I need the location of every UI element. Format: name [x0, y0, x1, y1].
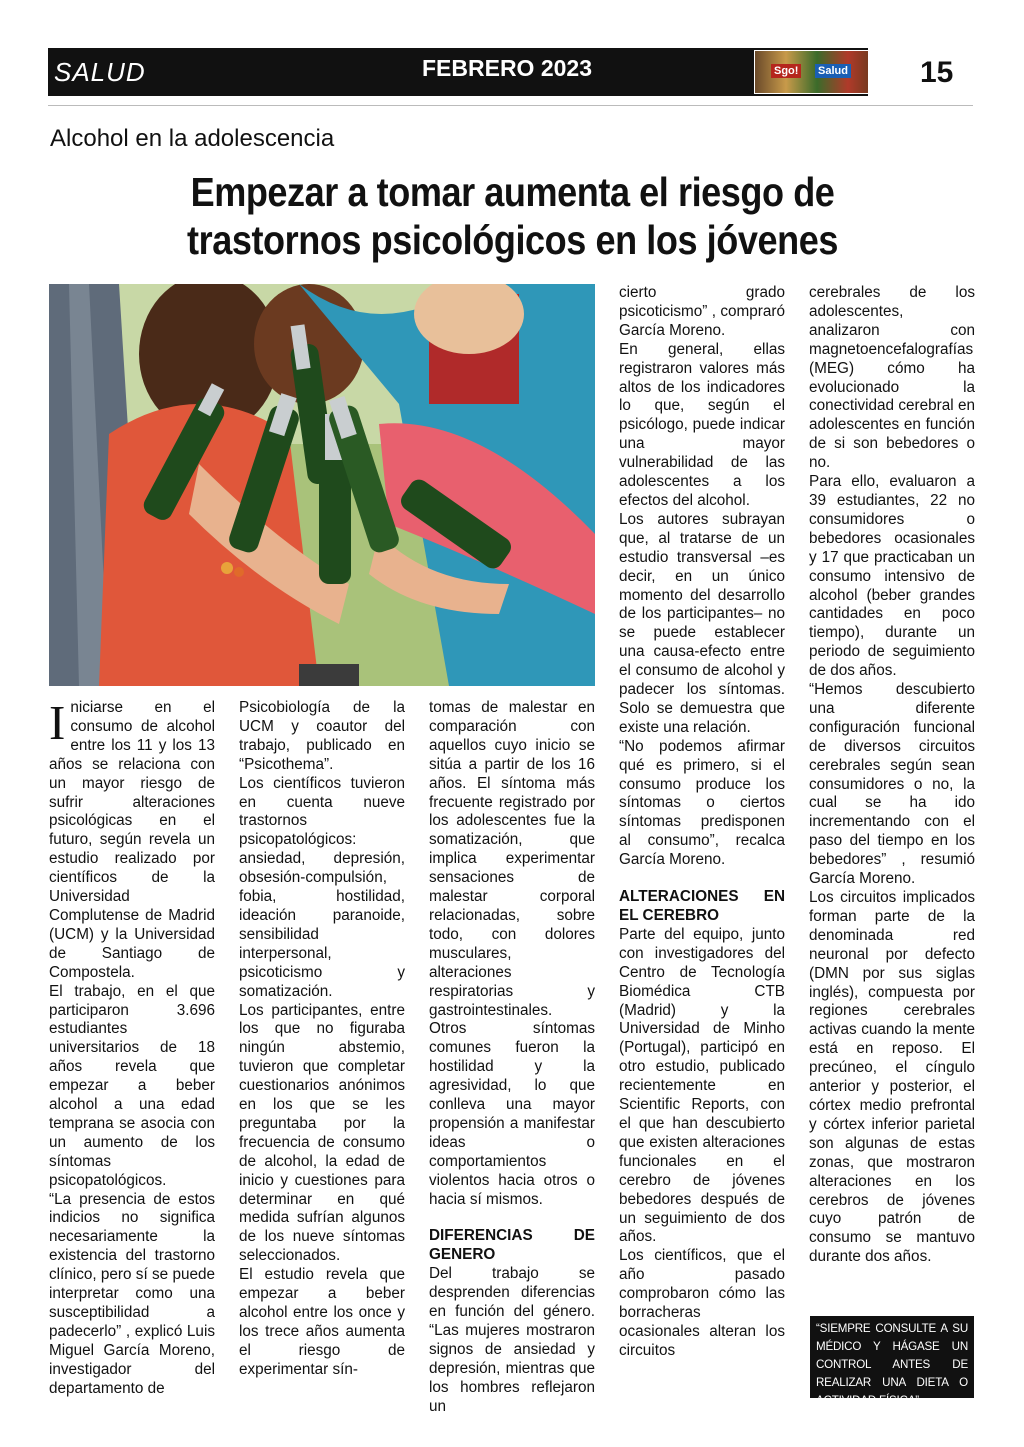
paragraph: Los científicos, que el año pasado comprobaron cómo las borracheras ocasionales alteran los circuitos [619, 1247, 785, 1359]
paragraph: Los científicos tuvieron en cuenta nueve trastornos psicopatológicos: ansiedad, depresión, obsesión-compulsión, fobia, hostilidad, ideación paranoide, sensibilidad interpersonal, psicoticismo y somatización. [239, 774, 405, 1000]
paragraph: niciarse en el consumo de alcohol entre los 11 y los 13 años se relaciona con un mayor riesgo de sufrir alteraciones psicológicas en el futuro, según revela un estudio realizado por científicos de la Universidad Complutense de Madrid (UCM) y la Universidad de Santiago de Compostela. [49, 699, 215, 981]
article-kicker: Alcohol en la adolescencia [50, 125, 335, 152]
headline-line-1: Empezar a tomar aumenta el riesgo de [190, 169, 835, 215]
paragraph: Los autores subrayan que, al tratarse de un estudio transversal –es decir, en un único momento del desarrollo de los participantes– no se puede establecer una causa-efecto entre el consumo de alcohol y padecer los síntomas. Solo se demuestra que existe una relación. [619, 510, 785, 736]
paragraph: cierto grado psicoticismo” , compraró García Moreno. [619, 284, 785, 339]
article-column-5 [809, 284, 975, 1267]
paragraph: El trabajo, en el que participaron 3.696 estudiantes universitarios de 18 años revela que empezar a beber alcohol a una edad temprana se asocia con un aumento de los síntomas psicopatológicos. [49, 982, 215, 1189]
headline-line-2: trastornos psicológicos en los jóvenes [187, 217, 838, 263]
paragraph: “No podemos afirmar qué es primero, si el consumo produce los síntomas o ciertos síntomas predisponen al consumo”, recalca García Moreno. [619, 737, 785, 869]
logo-text-left: Sgo! [771, 64, 801, 78]
subheading-brain: ALTERACIONES EN EL CEREBRO [619, 888, 785, 924]
paragraph: Los participantes, entre los que no figuraba ningún abstemio, tuvieron que completar cuestionarios anónimos en los que se les preguntaba por la frecuencia de consumo de alcohol, la edad de inicio y cuestiones para determinar en qué medida sufrían algunos de los nueve síntomas seleccionados. [239, 1001, 405, 1265]
paragraph: Del trabajo se desprenden diferencias en función del género. “Las mujeres mostraron signos de ansiedad y depresión, mientras que los hombres reflejaron un [429, 1265, 595, 1415]
paragraph: Otros síntomas comunes fueron la hostilidad y la agresividad, lo que conlleva una mayor propensión a manifestar ideas o comportamientos violentos hacia otros o hacia sí mismos. [429, 1020, 595, 1208]
page-number-box [868, 48, 973, 96]
article-column-2 [239, 699, 405, 1380]
photo-teens-toasting-icon [49, 284, 595, 686]
section-name: SALUD [54, 57, 146, 87]
paragraph: Los circuitos implicados forman parte de la denominada red neuronal por defecto (DMN por sus siglas inglés), compuesta por regiones cerebrales activas cuando la mente está en reposo. El precúneo, el cíngulo anterior y posterior, el córtex medio prefrontal y córtex inferior parietal son algunas de estas zonas, que mostraron alteraciones en los cerebros de jóvenes cuyo patrón de consumo se mantuvo durante dos años. [809, 889, 975, 1266]
page-number: 15 [920, 56, 954, 89]
paragraph: Psicobiología de la UCM y coautor del trabajo, publicado en “Psicothema”. [239, 699, 405, 773]
issue-date: FEBRERO 2023 [422, 55, 593, 81]
article-column-4 [619, 284, 785, 1361]
article-headline [106, 168, 920, 264]
logo-text-right: Salud [815, 64, 851, 78]
drop-cap: I [49, 695, 66, 750]
paragraph: tomas de malestar en comparación con aquellos cuyo inicio se sitúa a partir de los 16 años. El síntoma más frecuente registrado por los adolescentes fue la somatización, que implica experimentar sensaciones de malestar corporal relacionadas, sobre todo, con dolores musculares, alteraciones respiratorias y gastrointestinales. [429, 699, 595, 1019]
paragraph: El estudio revela que empezar a beber alcohol entre los once y los trece años aumenta el riesgo de experimentar sín- [239, 1266, 405, 1378]
paragraph: En general, ellas registraron valores más altos de los indicadores lo que, según el psicólogo, puede indicar una mayor vulnerabilidad de las adolescentes a los efectos del alcohol. [619, 340, 785, 509]
paragraph: Para ello, evaluaron a 39 estudiantes, 22 no consumidores o bebedores ocasionales y 17 que practicaban un consumo intensivo de alcohol (beber grandes cantidades en poco tiempo), durante un periodo de seguimiento de dos años. [809, 473, 975, 680]
paragraph: “Hemos descubierto una diferente configuración funcional de diversos circuitos cerebrales según sean consumidores o no, la cual se ha ido incrementando con el paso del tiempo en los bebedores” , resumió García Moreno. [809, 681, 975, 888]
publication-logo [754, 50, 880, 94]
article-column-1 [49, 695, 215, 1399]
health-advice-callout: “SIEMPRE CONSULTE A SU MÉDICO Y HÁGASE UN CONTROL ANTES DE REALIZAR UNA DIETA O ACTIVIDAD FÍSICA” [810, 1316, 974, 1398]
paragraph: Parte del equipo, junto con investigadores del Centro de Tecnología Biomédica CTB (Madrid) y la Universidad de Minho (Portugal), participó en otro estudio, publicado recientemente en Scientific Reports, con el que han descubierto que existen alteraciones funcionales en el cerebro de jóvenes bebedores después de un seguimiento de dos años. [619, 925, 785, 1246]
paragraph: cerebrales de los adolescentes, analizaron con magnetoencefalografías (MEG) cómo ha evolucionado la conectividad cerebral en adolescentes en función de si son bebedores o no. [809, 284, 975, 472]
article-photo [49, 284, 595, 686]
header-rule [48, 105, 973, 106]
page-header [48, 48, 973, 96]
paragraph: “La presencia de estos indicios no significa necesariamente la existencia del trastorno clínico, pero sí se puede interpretar como una susceptibilidad a padecerlo” , explicó Luis Miguel García Moreno, investigador del departamento de [49, 1190, 215, 1397]
subheading-gender: DIFERENCIAS DE GENERO [429, 1227, 595, 1264]
article-column-3 [429, 699, 595, 1417]
